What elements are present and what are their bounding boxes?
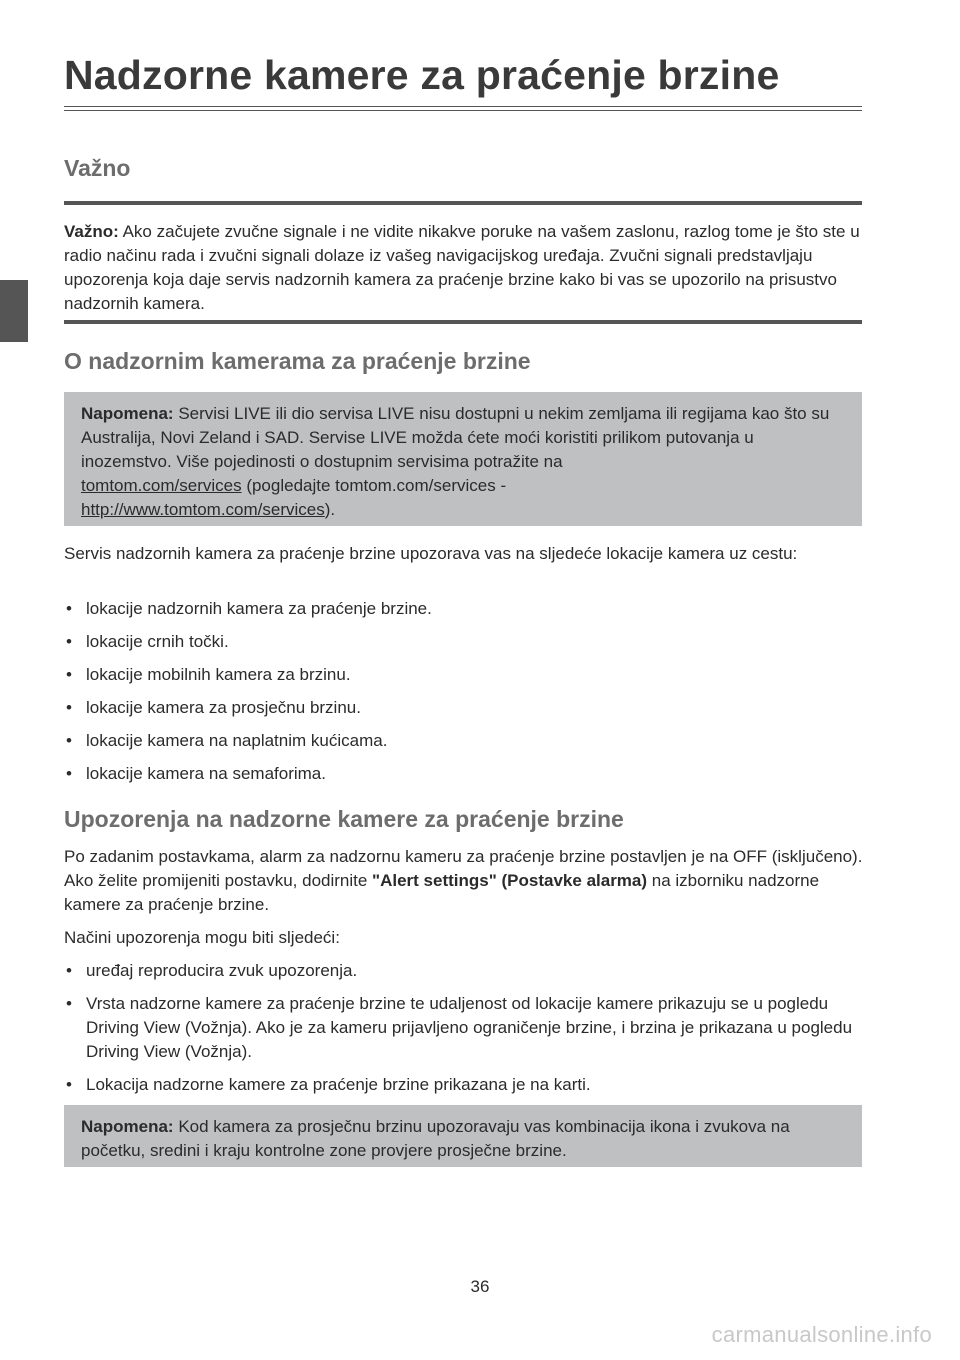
title-rule-top	[64, 106, 862, 107]
services-link[interactable]: tomtom.com/services	[81, 476, 242, 495]
about-note-mid: (pogledajte tomtom.com/services -	[241, 476, 507, 495]
about-intro: Servis nadzornih kamera za praćenje brzine upozorava vas na sljedeće lokacije kamera uz cestu:	[64, 544, 798, 563]
list-item: • lokacije nadzornih kamera za praćenje brzine.	[66, 599, 432, 618]
average-speed-note-label: Napomena:	[81, 1117, 174, 1136]
important-heading: Važno	[64, 155, 131, 181]
warnings-paragraph: Po zadanim postavkama, alarm za nadzornu kameru za praćenje brzine postavljen je na OFF (isključeno). Ako želite promijeniti postavku, dodirnite "Alert settings" (Postavke alarma) na izborniku nadzorne kamere za praćenje brzine.	[64, 847, 863, 914]
about-note-label: Napomena:	[81, 404, 174, 423]
list-item: • Vrsta nadzorne kamere za praćenje brzine te udaljenost od lokacije kamere prikazuju se u pogledu Driving View (Vožnja). Ako je za kameru prijavljeno ograničenje brzine, i brzina je prikazana u pogledu Driving View (Vožnja).	[66, 994, 853, 1061]
list-item: • lokacije crnih točki.	[66, 632, 229, 651]
list-item: • lokacije kamera na semaforima.	[66, 764, 326, 783]
list-item: • lokacije mobilnih kamera za brzinu.	[66, 665, 351, 684]
watermark: carmanualsonline.info	[711, 1322, 932, 1347]
alert-settings-label: "Alert settings" (Postavke alarma)	[372, 871, 648, 890]
important-paragraph	[64, 220, 864, 316]
tomtom-services-url-link[interactable]: http://www.tomtom.com/services	[81, 500, 325, 519]
about-note-text: Servisi LIVE ili dio servisa LIVE nisu dostupni u nekim zemljama ili regijama kao što su Australija, Novi Zeland i SAD. Servise LIVE možda ćete moći koristiti prilikom putovanja u inozemstvo. Više pojedinosti o dostupnim servisima potražite na	[81, 404, 830, 471]
title-rule-bottom	[64, 110, 862, 111]
page-title: Nadzorne kamere za praćenje brzine	[64, 52, 780, 98]
list-item: • uređaj reproducira zvuk upozorenja.	[66, 961, 358, 980]
chapter-tab-marker	[0, 280, 28, 342]
about-note	[64, 392, 862, 526]
warnings-heading: Upozorenja na nadzorne kamere za praćenje brzine	[64, 806, 624, 832]
important-rule-bottom	[64, 320, 862, 324]
about-heading: O nadzornim kamerama za praćenje brzine	[64, 348, 531, 374]
list-item: • lokacije kamera za prosječnu brzinu.	[66, 698, 361, 717]
average-speed-note-text: Kod kamera za prosječnu brzinu upozoravaju vas kombinacija ikona i zvukova na početku, sredini i kraju kontrolne zone provjere prosječne brzine.	[81, 1117, 790, 1160]
average-speed-note	[64, 1105, 862, 1167]
page-number: 36	[470, 1277, 490, 1296]
about-note-end: ).	[324, 500, 336, 519]
warnings-modes-intro: Načini upozorenja mogu biti sljedeći:	[64, 928, 340, 947]
important-rule-top	[64, 201, 862, 205]
important-label: Važno:	[64, 222, 119, 241]
list-item: • Lokacija nadzorne kamere za praćenje brzine prikazana je na karti.	[66, 1075, 591, 1094]
important-text: Ako začujete zvučne signale i ne vidite nikakve poruke na vašem zaslonu, razlog tome je što ste u radio načinu rada i zvučni signali dolaze iz vašeg navigacijskog uređaja. Zvučni signali predstavljaju upozorenja koja daje servis nadzornih kamera za praćenje brzine kako bi vas se upozorilo na prisustvo nadzornih kamera.	[64, 222, 860, 313]
list-item: • lokacije kamera na naplatnim kućicama.	[66, 731, 388, 750]
